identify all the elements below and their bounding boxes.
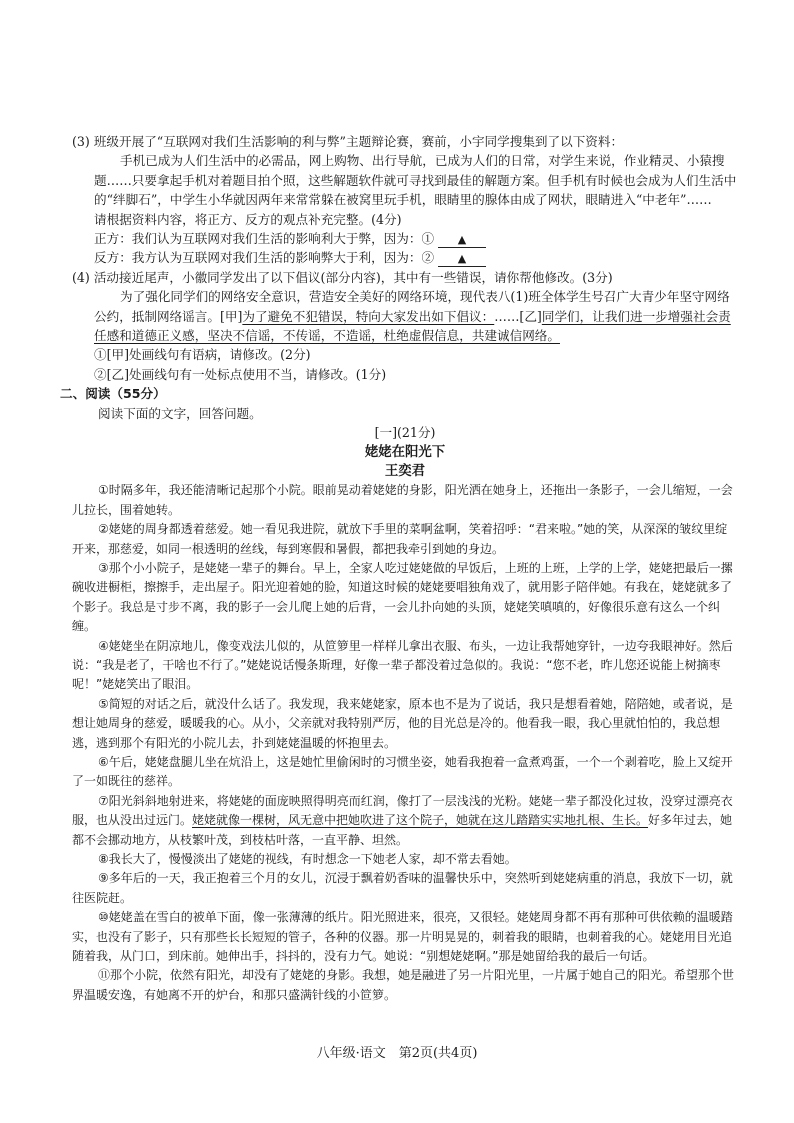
article-author: 王奕君 <box>384 463 426 479</box>
proposal-text-a: 为了强化同学们的网络安全意识，营造安全美好的网络环境，现代表八(1)班全体学生号召广大青少年坚守网络公约，抵制网络谣言。[甲] <box>94 289 730 324</box>
paragraph-1: ①时隔多年，我还能清晰记起那个小院。眼前晃动着姥姥的身影，阳光洒在她身上，还拖出一条影子，一会儿缩短，一会儿拉长，围着她转。 <box>72 483 733 517</box>
paragraph-2: ②姥姥的周身都透着慈爱。她一看见我进院，就放下手里的菜啊盆啊，笑着招呼：“君来啦。”她的笑，从深深的皱纹里绽开来，那慈爱，如同一根透明的丝线，每到寒假和暑假，都把我牵引到她的身边。 <box>72 522 728 556</box>
question-3-pro-line <box>72 229 738 248</box>
paragraph-9: ⑨多年后的一天，我正抱着三个月的女儿，沉浸于飘着奶香味的温馨快乐中，突然听到姥姥病重的消息，我放下一切，就往医院赶。 <box>72 871 733 905</box>
paragraph-7-part-a: ⑦阳光斜斜地射进来，将姥姥的面庞映照得明亮而红润，像打了一层浅浅的光粉。姥姥一辈子都没化过妆，没穿过漂亮衣服，也从没出过远门。 <box>72 793 733 828</box>
section-2-heading: 二、阅读（55分） <box>60 386 166 402</box>
page-footer: 八年级·语文 第2页(共4页) <box>316 1046 478 1061</box>
paragraph-8: ⑧我长大了，慢慢淡出了姥姥的视线，有时想念一下她老人家，却不常去看她。 <box>98 852 517 867</box>
section-2-instruction: 阅读下面的文字，回答问题。 <box>98 405 262 421</box>
answer-blank-1[interactable]: ▲ <box>438 232 486 248</box>
question-4-sub1: ①[甲]处画线句有语病，请修改。(2分) <box>94 347 311 363</box>
paragraph-11: ⑪那个小院，依然有阳光，却没有了姥姥的身影。我想，她是融进了另一片阳光里，一片属于她自己的阳光。希望那个世界温暖安逸，有她离不开的炉台，和那只盛满针线的小笸箩。 <box>72 968 735 1002</box>
paragraph-3: ③那个小小院子，是姥姥一辈子的舞台。早上，全家人吃过姥姥做的早饭后，上班的上班，上学的上学，姥姥把最后一摞碗收进橱柜，擦擦手，走出屋子。阳光迎着她的脸，知道这时候的姥姥要唱独角戏了，就用影子陪伴她。有我在，姥姥就多了个影子。我总是寸步不离，我的影子一会儿爬上她的后背，一会儿扑向她的头顶，姥姥笑嗔嗔的，好像很乐意有这么一个纠缠。 <box>72 560 733 634</box>
question-3-intro: (3) 班级开展了“互联网对我们生活影响的利与弊”主题辩论赛，赛前，小宇同学搜集到了以下资料： <box>72 134 624 149</box>
question-3-con-line <box>72 248 738 267</box>
question-4-proposal <box>72 287 738 345</box>
article-title: 姥姥在阳光下 <box>364 444 446 460</box>
proposal-underlined-b: 同学们，让我们进一步增强社会责任感和道德正义感，坚决不信谣，不传谣，不造谣，杜绝虚假信息，共建诚信网络。 <box>94 308 731 344</box>
question-3-instruction: 请根据资料内容，将正方、反方的观点补充完整。(4分) <box>94 211 402 227</box>
paragraph-4: ④姥姥坐在阴凉地儿，像变戏法儿似的，从笸箩里一样样儿拿出衣服、布头，一边让我帮她穿针，一边夸我眼神好。然后说：“我是老了，干啥也不行了。”姥姥说话慢条斯理，好像一辈子都没着过急似的。我说：“您不老，昨儿您还说能上树摘枣呢！”姥姥笑出了眼泪。 <box>72 638 733 692</box>
proposal-text-c: ……[乙] <box>494 308 542 324</box>
paragraph-5: ⑤简短的对话之后，就没什么话了。我发现，我来姥姥家，原本也不是为了说话，我只是想看着她，陪陪她，或者说，是想让她周身的慈爱，暖暖我的心。从小，父亲就对我特别严厉，他的目光总是冷的。他看我一眼，我心里就怕怕的，我总想逃，逃到那个有阳光的小院儿去，扑到姥姥温暖的怀抱里去。 <box>72 696 733 750</box>
question-4-sub2: ②[乙]处画线句有一处标点使用不当，请修改。(1分) <box>94 366 387 382</box>
answer-blank-2[interactable]: ▲ <box>438 251 486 267</box>
con-text: 反方：我方认为互联网对我们生活的影响弊大于利，因为：② <box>94 250 435 266</box>
question-4-intro: (4) 活动接近尾声，小徽同学发出了以下倡议(部分内容)，其中有一些错误，请你帮他修改。(3分) <box>72 269 613 285</box>
paragraph-10: ⑩姥姥盖在雪白的被单下面，像一张薄薄的纸片。阳光照进来，很亮，又很轻。姥姥周身都不再有那种可供依赖的温暖踏实，也没有了影子，只有那些长长短短的管子，各种的仪器。那一片明晃晃的，刺着我的眼睛，也刺着我的心。姥姥用目光追随着我，从门口，到床前。她伸出手，抖抖的，没有力气。她说：“别想姥姥啊。”那是她留给我的最后一句话。 <box>72 910 733 964</box>
paragraph-7-part-c: 好多年过去，她都不会挪动地方，从枝繁叶茂，到枝枯叶落，一直平静、坦然。 <box>72 813 733 847</box>
exam-page <box>60 132 738 1005</box>
paragraph-7-underlined: 姥姥就像一棵树，风无意中把她吹进了这个院子，她就在这儿踏踏实实地扎根、生长。 <box>192 813 649 828</box>
paragraph-6: ⑥午后，姥姥盘腿儿坐在炕沿上，这是她忙里偷闲时的习惯坐姿，她看我抱着一盒煮鸡蛋，一个一个剥着吃，脸上又绽开了一如既往的慈祥。 <box>72 755 733 789</box>
paragraph-7 <box>72 792 738 850</box>
question-3-material: 手机已成为人们生活中的必需品，网上购物、出行导航，已成为人们的日常，对学生来说，作业精灵、小猿搜题……只要拿起手机对着题目拍个照，这些解题软件就可寻找到最佳的解题方案。但手机有时候也会成为人们生活中的“绊脚石”，中学生小华就因两年来常常躲在被窝里玩手机，眼睛里的腺体由成了网状，眼睛进入“中老年”…… <box>94 153 737 208</box>
part-1-label: [一](21分) <box>374 425 436 441</box>
proposal-underlined-a: 为了避免不犯错误，特向大家发出如下倡议： <box>242 308 495 324</box>
pro-text: 正方：我们认为互联网对我们生活的影响利大于弊，因为：① <box>94 231 435 247</box>
